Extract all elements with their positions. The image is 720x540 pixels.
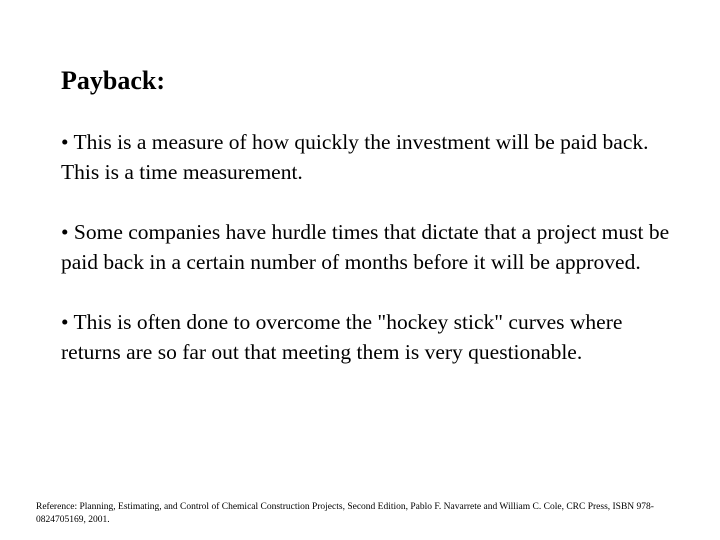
- bullet-list: [61, 127, 681, 397]
- bullet-item-measure: • This is a measure of how quickly the investment will be paid back. This is a time measurement.: [61, 130, 649, 184]
- reference-citation: Reference: Planning, Estimating, and Control of Chemical Construction Projects, Second Edition, Pablo F. Navarrete and William C. Cole, CRC Press, ISBN 978-0824705169, 2001.: [36, 502, 654, 525]
- bullet-item-hurdle-times: • Some companies have hurdle times that dictate that a project must be paid back in a certain number of months before it will be approved.: [61, 220, 670, 274]
- bullet-item-hockey-stick: • This is often done to overcome the "hockey stick" curves where returns are so far out that meeting them is very questionable.: [61, 310, 623, 364]
- slide-title: Payback:: [61, 66, 165, 95]
